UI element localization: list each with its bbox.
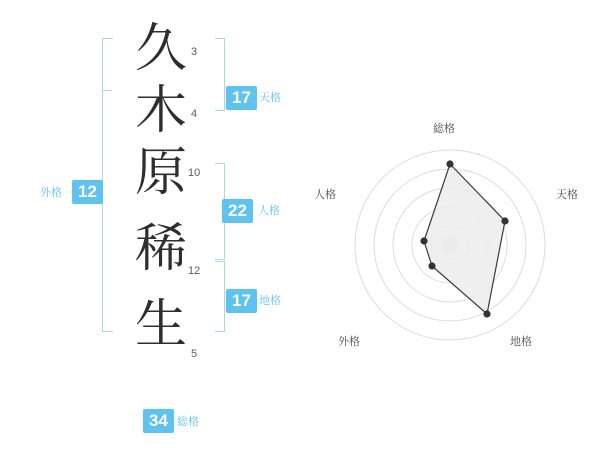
kanji-character-2: 木 <box>134 81 187 141</box>
soukaku-value-chip[interactable]: 34 <box>143 409 174 433</box>
radar-axis-label-gaikaku: 外格 <box>338 336 360 348</box>
stroke-count-1: 3 <box>191 46 198 58</box>
kanji-character-1: 久 <box>134 19 187 79</box>
name-stroke-panel <box>0 0 300 470</box>
jinkaku-value-chip[interactable]: 22 <box>222 199 253 223</box>
radar-axis-label-soukaku: 総格 <box>433 123 455 135</box>
tenkaku-value-chip[interactable]: 17 <box>226 86 257 110</box>
radar-chart <box>300 0 600 470</box>
stroke-count-5: 5 <box>191 348 198 360</box>
gaikaku-bracket-notch <box>102 90 112 91</box>
radar-axis-label-tenkaku: 天格 <box>556 189 578 201</box>
radar-axis-label-chikaku: 地格 <box>510 336 532 348</box>
kanji-character-4: 稀 <box>134 219 187 279</box>
stroke-count-4: 12 <box>188 265 201 277</box>
kanji-column <box>130 18 192 356</box>
radar-chart-svg <box>300 0 600 470</box>
radar-axis-label-jinkaku: 人格 <box>314 189 336 201</box>
gaikaku-label: 外格 <box>40 187 62 199</box>
tenkaku-label: 天格 <box>259 92 281 104</box>
chikaku-bracket <box>215 261 225 332</box>
gaikaku-bracket <box>102 38 113 332</box>
radar-series-polygon <box>424 164 505 314</box>
gaikaku-value-chip[interactable]: 12 <box>72 180 103 204</box>
tenkaku-bracket <box>215 38 225 111</box>
stroke-count-2: 4 <box>191 108 198 120</box>
kanji-character-3: 原 <box>134 143 187 203</box>
chikaku-value-chip[interactable]: 17 <box>226 289 257 313</box>
kanji-character-5: 生 <box>134 295 187 355</box>
stroke-count-3: 10 <box>188 167 201 179</box>
jinkaku-label: 人格 <box>258 205 280 217</box>
chikaku-label: 地格 <box>259 295 281 307</box>
soukaku-label: 総格 <box>177 416 199 428</box>
